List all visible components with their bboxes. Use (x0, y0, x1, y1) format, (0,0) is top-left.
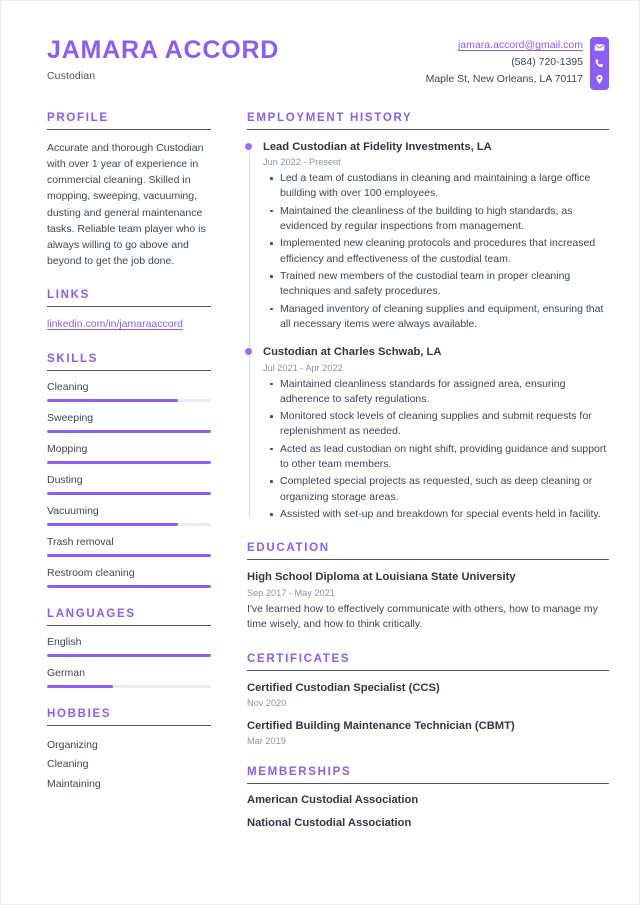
skill-fill (47, 399, 178, 402)
candidate-name: JAMARA ACCORD (47, 36, 280, 64)
job-bullet: Managed inventory of cleaning supplies and equipment, ensuring that all necessary items were always available. (280, 302, 609, 333)
skill-fill (47, 461, 211, 464)
timeline-line (249, 144, 250, 516)
language-track (47, 685, 211, 688)
section-rule (47, 625, 211, 626)
certificate-entry (247, 719, 609, 746)
section-certificates (247, 653, 609, 746)
resume-body (1, 90, 639, 849)
job-bullet: Maintained cleanliness standards for assigned area, ensuring adherence to safety regulations. (280, 377, 609, 408)
location-pin-icon (594, 74, 605, 85)
skill-label: Restroom cleaning (47, 567, 135, 579)
certificate-date: Mar 2019 (247, 736, 286, 747)
contact-lines (426, 37, 583, 88)
job-entry (263, 140, 609, 332)
skill-row (47, 474, 211, 495)
job-title: Custodian at Charles Schwab, LA (263, 346, 442, 359)
skill-label: Sweeping (47, 412, 94, 424)
job-date: Jul 2021 - Apr 2022 (263, 362, 343, 373)
membership-item: National Custodial Association (247, 817, 412, 830)
phone-icon (594, 58, 605, 69)
job-entry (263, 345, 609, 522)
sidebar-column (47, 112, 225, 814)
education-title: High School Diploma at Louisiana State University (247, 571, 516, 584)
resume-header (1, 1, 639, 90)
skill-fill (47, 585, 211, 588)
section-rule (247, 129, 609, 130)
job-bullets (263, 171, 609, 332)
section-heading-profile: PROFILE (47, 112, 109, 124)
section-rule (247, 783, 609, 784)
section-languages (47, 608, 211, 688)
language-fill (47, 654, 211, 657)
skill-row (47, 381, 211, 402)
section-profile (47, 112, 211, 269)
skill-row (47, 505, 211, 526)
section-hobbies (47, 708, 211, 794)
skill-track (47, 492, 211, 495)
language-row (47, 667, 211, 688)
section-skills (47, 353, 211, 588)
job-date: Jun 2022 - Present (263, 157, 341, 168)
section-heading-links: LINKS (47, 289, 90, 302)
envelope-icon (594, 42, 605, 53)
education-description: I've learned how to effectively communicate with others, how to manage my time wisely, and how to think critically. (247, 602, 598, 631)
identity-block (47, 35, 279, 82)
hobby-item: Organizing (47, 739, 98, 751)
job-bullet: Completed special projects as requested, such as deep cleaning or organizing storage areas. (280, 474, 609, 505)
language-fill (47, 685, 113, 688)
membership-item: American Custodial Association (247, 794, 419, 807)
certificate-entry (247, 681, 609, 708)
section-heading-memberships: MEMBERSHIPS (247, 766, 352, 779)
certificate-date: Nov 2020 (247, 698, 287, 709)
language-track (47, 654, 211, 657)
employment-timeline (247, 140, 609, 522)
candidate-job-title: Custodian (47, 69, 96, 82)
skill-track (47, 399, 211, 402)
language-label: German (47, 667, 85, 679)
education-date: Sep 2017 - May 2021 (247, 587, 335, 598)
language-row (47, 636, 211, 657)
section-heading-certificates: CERTIFICATES (247, 653, 351, 666)
section-heading-education: EDUCATION (247, 542, 330, 555)
section-rule (47, 725, 211, 726)
profile-text: Accurate and thorough Custodian with over 1 year of experience in commercial cleaning. Skilled in mopping, sweeping, vacuuming, dusting and general maintenance tasks. Reliable team player who is always willing to go above and beyond to get the job done. (47, 142, 206, 268)
skill-label: Trash removal (47, 536, 114, 548)
contact-address: Maple St, New Orleans, LA 70117 (425, 73, 583, 85)
section-rule (247, 559, 609, 560)
skill-label: Mopping (47, 443, 88, 455)
contact-email[interactable]: jamara.accord@gmail.com (457, 39, 583, 51)
certificate-title: Certified Building Maintenance Technician (CBMT) (247, 720, 515, 733)
section-rule (47, 370, 211, 371)
language-label: English (47, 636, 82, 648)
skill-fill (47, 492, 211, 495)
skill-row (47, 536, 211, 557)
skill-fill (47, 430, 211, 433)
timeline-dot-icon (245, 143, 252, 150)
contact-icon-bar (590, 37, 609, 90)
hobby-item: Cleaning (47, 758, 89, 771)
skill-fill (47, 554, 211, 557)
section-rule (47, 129, 211, 130)
skill-label: Cleaning (47, 381, 89, 393)
skill-fill (47, 523, 178, 526)
main-column (225, 112, 609, 849)
section-heading-employment: EMPLOYMENT HISTORY (247, 112, 413, 124)
job-bullet: Monitored stock levels of cleaning supplies and submit requests for replenishment as needed. (280, 409, 609, 440)
skill-row (47, 567, 211, 588)
skill-track (47, 430, 211, 433)
section-rule (47, 306, 211, 307)
hobby-item: Maintaining (47, 777, 101, 790)
skill-label: Dusting (47, 474, 83, 486)
skill-row (47, 443, 211, 464)
job-bullets (263, 377, 609, 523)
job-bullet: Led a team of custodians in cleaning and maintaining a large office building with over 100 employees. (280, 171, 609, 202)
skill-row (47, 412, 211, 433)
section-rule (247, 670, 609, 671)
section-links (47, 289, 211, 333)
job-bullet: Trained new members of the custodial team in proper cleaning techniques and safety procedures. (280, 269, 609, 300)
job-bullet: Implemented new cleaning protocols and procedures that increased efficiency and effectiveness of the custodial team. (280, 236, 609, 267)
education-entry (247, 570, 609, 633)
section-memberships (247, 766, 609, 829)
contact-block (426, 35, 609, 90)
section-heading-skills: SKILLS (47, 353, 99, 365)
link-item[interactable]: linkedin.com/in/jamaraaccord (47, 318, 183, 331)
skill-track (47, 585, 211, 588)
section-heading-languages: LANGUAGES (47, 608, 136, 620)
job-bullet: Assisted with set-up and breakdown for special events held in facility. (280, 507, 609, 522)
job-bullet: Maintained the cleanliness of the building to high standards, as evidenced by regular inspections from management. (280, 204, 609, 235)
skill-label: Vacuuming (47, 505, 99, 517)
timeline-dot-icon (245, 348, 252, 355)
skill-track (47, 523, 211, 526)
section-education (247, 542, 609, 633)
section-heading-hobbies: HOBBIES (47, 708, 112, 720)
contact-phone: (584) 720-1395 (511, 56, 583, 68)
certificate-title: Certified Custodian Specialist (CCS) (247, 682, 440, 695)
job-bullet: Acted as lead custodian on night shift, providing guidance and support to other team members. (280, 442, 609, 473)
skill-track (47, 554, 211, 557)
job-title: Lead Custodian at Fidelity Investments, LA (263, 141, 492, 153)
skill-track (47, 461, 211, 464)
section-employment-history (247, 112, 609, 522)
